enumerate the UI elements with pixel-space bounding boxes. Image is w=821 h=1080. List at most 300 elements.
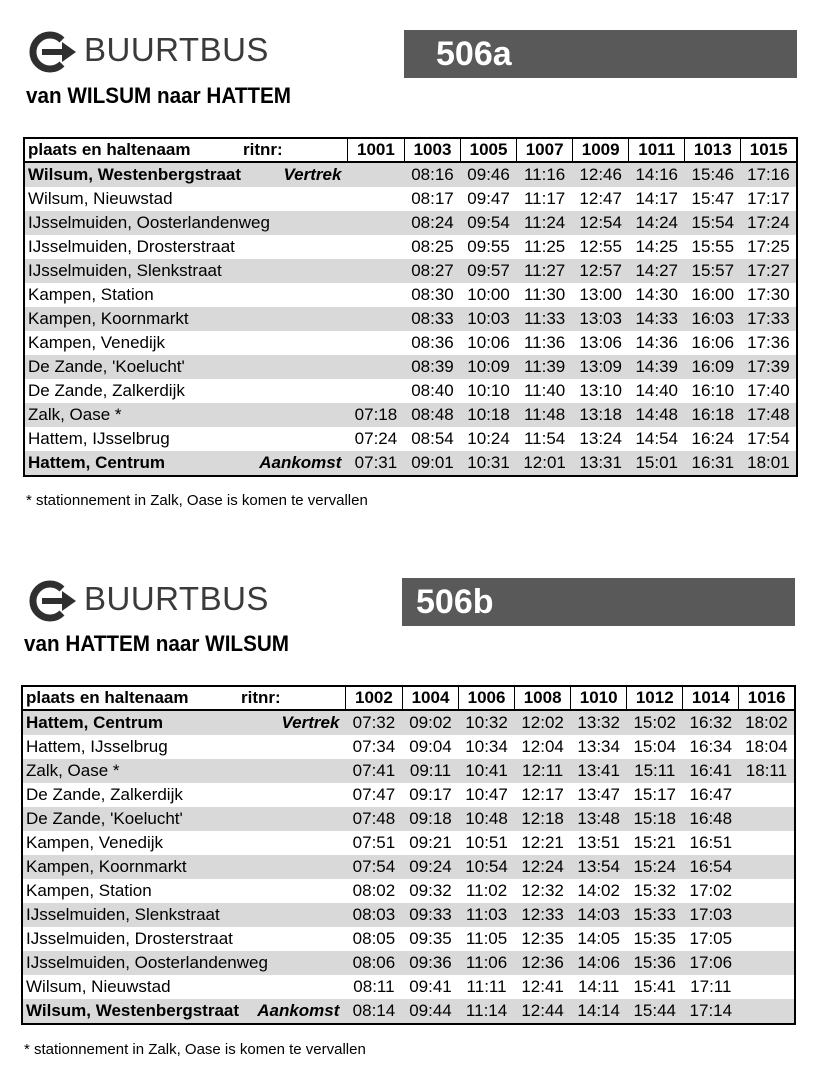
departure-time: 08:40 xyxy=(411,381,454,400)
departure-time: 10:34 xyxy=(465,737,508,756)
departure-time: 12:17 xyxy=(521,785,564,804)
departure-time: 13:48 xyxy=(571,807,627,831)
departure-time: 09:04 xyxy=(409,737,452,756)
timetable-row xyxy=(24,331,797,355)
timetable-row xyxy=(22,999,795,1024)
timetable-row xyxy=(24,451,797,476)
departure-time: 13:09 xyxy=(573,355,629,379)
departure-time: 07:47 xyxy=(352,785,396,804)
departure-time: 09:36 xyxy=(402,951,458,975)
departure-time: 15:32 xyxy=(633,881,677,900)
departure-time: 16:31 xyxy=(685,451,741,476)
departure-time: 15:11 xyxy=(627,759,683,783)
departure-time: 08:25 xyxy=(411,237,454,256)
departure-time: 11:14 xyxy=(459,999,515,1024)
stop-cell xyxy=(24,211,347,235)
departure-arrival-note xyxy=(341,235,347,259)
departure-time: 11:03 xyxy=(459,903,515,927)
departure-time: 12:04 xyxy=(521,737,564,756)
stop-cell xyxy=(22,855,345,879)
departure-time: 08:03 xyxy=(345,903,402,927)
departure-arrival-note xyxy=(341,427,347,451)
departure-time: 13:06 xyxy=(579,333,622,352)
trip-number: 1006 xyxy=(459,686,515,710)
header-place-cell xyxy=(22,686,345,710)
departure-time xyxy=(347,283,404,307)
departure-time: 16:32 xyxy=(683,710,739,735)
stop-name: Kampen, Station xyxy=(26,881,152,900)
stop-name: IJsselmuiden, Slenkstraat xyxy=(28,261,222,280)
header-ritnr-label: ritnr: xyxy=(243,140,283,159)
departure-time: 07:32 xyxy=(345,710,402,735)
departure-time: 10:48 xyxy=(459,807,515,831)
stop-cell xyxy=(24,307,347,331)
stop-cell xyxy=(22,927,345,951)
departure-arrival-note xyxy=(339,975,345,999)
stop-name: Wilsum, Westenbergstraat xyxy=(26,1001,240,1020)
departure-time: 08:39 xyxy=(404,355,460,379)
timetable-row xyxy=(24,283,797,307)
departure-time: 12:32 xyxy=(521,881,564,900)
stop-cell xyxy=(24,162,347,187)
stop-cell xyxy=(24,259,347,283)
stop-cell xyxy=(22,735,345,759)
route-number: 506a xyxy=(436,35,512,73)
departure-time: 10:03 xyxy=(461,307,517,331)
departure-time: 12:18 xyxy=(515,807,571,831)
departure-time: 15:04 xyxy=(633,737,677,756)
departure-time: 12:57 xyxy=(573,259,629,283)
departure-time: 08:33 xyxy=(404,307,460,331)
timetable-row xyxy=(22,807,795,831)
departure-time xyxy=(739,903,795,927)
timetable-row xyxy=(22,975,795,999)
trip-number: 1004 xyxy=(402,686,458,710)
departure-time: 09:57 xyxy=(461,259,517,283)
departure-time: 15:24 xyxy=(627,855,683,879)
timetable-row xyxy=(24,355,797,379)
departure-time: 17:03 xyxy=(683,903,739,927)
stop-name: De Zande, 'Koelucht' xyxy=(26,809,183,828)
departure-time: 12:47 xyxy=(579,189,622,208)
departure-time: 15:54 xyxy=(685,211,741,235)
stop-cell xyxy=(22,999,345,1024)
logo-text: BUURTBUS xyxy=(84,580,269,617)
trip-number: 1012 xyxy=(627,686,683,710)
stop-name: Wilsum, Nieuwstad xyxy=(28,189,173,208)
departure-time: 08:48 xyxy=(404,403,460,427)
departure-time: 16:03 xyxy=(685,307,741,331)
trip-number: 1016 xyxy=(739,686,795,710)
timetable-row xyxy=(22,903,795,927)
departure-arrival-note xyxy=(341,187,347,211)
departure-time: 07:34 xyxy=(352,737,396,756)
departure-time: 11:39 xyxy=(517,355,573,379)
departure-time: 15:46 xyxy=(685,162,741,187)
stop-cell xyxy=(22,951,345,975)
departure-time: 17:14 xyxy=(683,999,739,1024)
departure-time: 14:39 xyxy=(629,355,685,379)
stop-name: Kampen, Venedijk xyxy=(26,833,164,852)
departure-arrival-note xyxy=(339,951,345,975)
departure-time: 07:48 xyxy=(345,807,402,831)
departure-time xyxy=(347,307,404,331)
stop-name: Kampen, Station xyxy=(28,285,154,304)
departure-arrival-note xyxy=(341,379,347,403)
departure-time: 16:34 xyxy=(689,737,733,756)
trip-number: 1003 xyxy=(404,138,460,162)
timetable-header-row xyxy=(24,138,797,162)
departure-time: 09:32 xyxy=(409,881,452,900)
departure-time: 11:16 xyxy=(517,162,573,187)
timetable-row xyxy=(22,879,795,903)
departure-time: 12:02 xyxy=(515,710,571,735)
departure-time: 12:44 xyxy=(515,999,571,1024)
departure-time: 14:05 xyxy=(577,929,620,948)
departure-time: 11:05 xyxy=(465,929,508,948)
departure-time: 14:30 xyxy=(635,285,679,304)
departure-time xyxy=(739,807,795,831)
departure-time xyxy=(347,379,404,403)
departure-time: 17:27 xyxy=(741,259,797,283)
footnote: * stationnement in Zalk, Oase is komen te vervallen xyxy=(26,492,368,509)
departure-time: 16:48 xyxy=(683,807,739,831)
departure-arrival-note xyxy=(339,735,345,759)
trip-number: 1005 xyxy=(461,138,517,162)
departure-time: 14:03 xyxy=(571,903,627,927)
departure-time: 14:11 xyxy=(578,977,620,996)
departure-time: 07:18 xyxy=(347,403,404,427)
stop-cell xyxy=(22,831,345,855)
departure-time: 16:24 xyxy=(691,429,735,448)
departure-time: 11:25 xyxy=(523,237,566,256)
stop-name: Wilsum, Nieuwstad xyxy=(26,977,171,996)
departure-time: 09:17 xyxy=(409,785,452,804)
timetable-header-row xyxy=(22,686,795,710)
departure-time: 09:11 xyxy=(402,759,458,783)
departure-time: 18:02 xyxy=(739,710,795,735)
departure-time: 16:54 xyxy=(683,855,739,879)
stop-name: Hattem, Centrum xyxy=(26,713,163,732)
route-direction-title: van WILSUM naar HATTEM xyxy=(26,83,292,108)
stop-cell xyxy=(24,235,347,259)
logo-text: BUURTBUS xyxy=(84,31,269,68)
departure-time: 14:24 xyxy=(629,211,685,235)
departure-time xyxy=(347,187,404,211)
departure-time: 14:48 xyxy=(629,403,685,427)
departure-time: 13:24 xyxy=(579,429,622,448)
departure-time: 07:41 xyxy=(345,759,402,783)
departure-time: 16:00 xyxy=(691,285,735,304)
timetable-row xyxy=(22,735,795,759)
stop-name: Kampen, Koornmarkt xyxy=(26,857,187,876)
timetable-row xyxy=(22,855,795,879)
stop-cell xyxy=(24,187,347,211)
departure-time: 13:18 xyxy=(573,403,629,427)
departure-time xyxy=(739,975,795,999)
departure-time: 17:39 xyxy=(741,355,797,379)
departure-time: 13:47 xyxy=(577,785,620,804)
timetable-row xyxy=(24,259,797,283)
departure-time: 17:16 xyxy=(741,162,797,187)
departure-time: 11:06 xyxy=(459,951,515,975)
departure-time: 09:44 xyxy=(402,999,458,1024)
departure-time: 11:48 xyxy=(517,403,573,427)
timetable-table xyxy=(21,685,796,1025)
departure-arrival-note xyxy=(339,807,345,831)
departure-time: 15:41 xyxy=(633,977,677,996)
departure-time: 14:36 xyxy=(635,333,679,352)
departure-time: 10:10 xyxy=(467,381,510,400)
departure-time xyxy=(739,831,795,855)
departure-time: 12:01 xyxy=(517,451,573,476)
departure-time: 17:24 xyxy=(741,211,797,235)
stop-cell xyxy=(24,283,347,307)
departure-time: 15:57 xyxy=(685,259,741,283)
route-direction-title: van HATTEM naar WILSUM xyxy=(24,631,290,656)
trip-number: 1010 xyxy=(571,686,627,710)
departure-arrival-note xyxy=(339,879,345,903)
header-place-cell xyxy=(24,138,347,162)
departure-time: 08:24 xyxy=(404,211,460,235)
route-number-banner xyxy=(404,30,797,78)
departure-time: 09:24 xyxy=(402,855,458,879)
departure-arrival-note xyxy=(341,403,347,427)
departure-time: 17:30 xyxy=(747,285,790,304)
stop-name: De Zande, Zalkerdijk xyxy=(28,381,185,400)
departure-arrival-note xyxy=(341,307,347,331)
departure-time: 07:54 xyxy=(345,855,402,879)
departure-arrival-note xyxy=(339,783,345,807)
departure-time: 13:41 xyxy=(571,759,627,783)
timetable-row xyxy=(24,427,797,451)
departure-time: 12:24 xyxy=(515,855,571,879)
departure-time xyxy=(347,259,404,283)
departure-arrival-note xyxy=(341,331,347,355)
stop-name: Hattem, IJsselbrug xyxy=(28,429,170,448)
departure-time: 16:41 xyxy=(683,759,739,783)
departure-time: 09:41 xyxy=(409,977,452,996)
departure-time xyxy=(347,211,404,235)
departure-time: 17:05 xyxy=(689,929,733,948)
departure-time: 14:16 xyxy=(629,162,685,187)
departure-time: 15:35 xyxy=(633,929,677,948)
departure-time: 15:47 xyxy=(691,189,735,208)
departure-time: 14:17 xyxy=(635,189,679,208)
departure-time xyxy=(739,951,795,975)
departure-time: 16:18 xyxy=(685,403,741,427)
stop-cell xyxy=(24,331,347,355)
departure-time: 07:24 xyxy=(354,429,398,448)
departure-time: 10:51 xyxy=(465,833,508,852)
trip-number: 1002 xyxy=(345,686,402,710)
departure-time: 17:36 xyxy=(747,333,790,352)
departure-arrival-note: Aankomst xyxy=(259,453,342,472)
timetable-table xyxy=(23,137,798,477)
stop-name: IJsselmuiden, Drosterstraat xyxy=(26,929,233,948)
departure-time: 08:06 xyxy=(345,951,402,975)
departure-time: 16:47 xyxy=(689,785,733,804)
departure-time: 14:06 xyxy=(571,951,627,975)
trip-number: 1013 xyxy=(685,138,741,162)
header-place-label: plaats en haltenaam xyxy=(28,140,191,159)
departure-time: 08:17 xyxy=(411,189,454,208)
departure-time xyxy=(347,162,404,187)
trip-number: 1011 xyxy=(629,138,685,162)
timetable-row xyxy=(24,307,797,331)
stop-cell xyxy=(22,879,345,903)
stop-cell xyxy=(24,379,347,403)
stop-name: De Zande, Zalkerdijk xyxy=(26,785,183,804)
stop-cell xyxy=(22,710,345,735)
route-number: 506b xyxy=(416,583,494,621)
timetable-row xyxy=(24,162,797,187)
departure-time: 17:54 xyxy=(747,429,790,448)
header-place-label: plaats en haltenaam xyxy=(26,688,189,707)
timetable-row xyxy=(22,783,795,807)
departure-time xyxy=(347,235,404,259)
stop-cell xyxy=(22,759,345,783)
stop-name: IJsselmuiden, Oosterlandenweg xyxy=(26,953,268,972)
timetable-row xyxy=(24,235,797,259)
departure-time: 09:01 xyxy=(404,451,460,476)
timetable-row xyxy=(24,379,797,403)
departure-time: 11:17 xyxy=(523,189,566,208)
departure-time: 13:10 xyxy=(579,381,622,400)
departure-time: 13:51 xyxy=(577,833,620,852)
route-number-banner xyxy=(402,578,795,626)
departure-time: 11:30 xyxy=(523,285,566,304)
departure-time: 12:36 xyxy=(515,951,571,975)
departure-time: 10:18 xyxy=(461,403,517,427)
departure-time: 10:31 xyxy=(461,451,517,476)
departure-time: 14:25 xyxy=(635,237,679,256)
departure-time: 17:17 xyxy=(747,189,790,208)
departure-time: 12:33 xyxy=(515,903,571,927)
departure-time: 09:55 xyxy=(467,237,510,256)
departure-time: 09:47 xyxy=(467,189,510,208)
departure-arrival-note xyxy=(339,903,345,927)
departure-time: 13:32 xyxy=(571,710,627,735)
departure-time: 11:54 xyxy=(523,429,566,448)
footnote: * stationnement in Zalk, Oase is komen te vervallen xyxy=(24,1041,366,1058)
departure-time: 09:21 xyxy=(409,833,452,852)
departure-time: 12:11 xyxy=(515,759,571,783)
departure-time: 08:11 xyxy=(353,977,395,996)
stop-cell xyxy=(22,903,345,927)
timetable-row xyxy=(22,927,795,951)
departure-time: 12:46 xyxy=(573,162,629,187)
departure-time: 18:01 xyxy=(741,451,797,476)
departure-time: 08:30 xyxy=(411,285,454,304)
departure-time xyxy=(739,855,795,879)
stop-cell xyxy=(24,427,347,451)
departure-time: 11:27 xyxy=(517,259,573,283)
departure-time: 10:06 xyxy=(467,333,510,352)
departure-time: 15:36 xyxy=(627,951,683,975)
departure-time: 12:55 xyxy=(579,237,622,256)
header-ritnr-label: ritnr: xyxy=(241,688,281,707)
departure-time: 11:24 xyxy=(517,211,573,235)
departure-time: 11:11 xyxy=(466,977,507,996)
departure-arrival-note xyxy=(341,259,347,283)
departure-time: 08:14 xyxy=(345,999,402,1024)
stop-name: Kampen, Venedijk xyxy=(28,333,166,352)
departure-time: 16:51 xyxy=(689,833,733,852)
departure-time: 15:33 xyxy=(627,903,683,927)
departure-time: 10:24 xyxy=(467,429,510,448)
trip-number: 1001 xyxy=(347,138,404,162)
timetable-row xyxy=(24,403,797,427)
departure-time: 12:54 xyxy=(573,211,629,235)
departure-time: 17:11 xyxy=(690,977,732,996)
stop-name: Kampen, Koornmarkt xyxy=(28,309,189,328)
stop-cell xyxy=(24,355,347,379)
departure-time: 08:02 xyxy=(352,881,396,900)
departure-arrival-note xyxy=(339,831,345,855)
departure-time: 13:31 xyxy=(573,451,629,476)
stop-name: Zalk, Oase * xyxy=(26,761,120,780)
departure-time: 12:35 xyxy=(521,929,564,948)
departure-time: 08:05 xyxy=(352,929,396,948)
trip-number: 1015 xyxy=(741,138,797,162)
departure-time: 13:54 xyxy=(571,855,627,879)
departure-time: 07:51 xyxy=(352,833,396,852)
departure-time: 10:47 xyxy=(465,785,508,804)
stop-cell xyxy=(24,403,347,427)
departure-arrival-note: Aankomst xyxy=(257,1001,340,1020)
departure-time: 16:09 xyxy=(685,355,741,379)
departure-time: 15:02 xyxy=(627,710,683,735)
trip-number: 1007 xyxy=(517,138,573,162)
departure-time: 14:14 xyxy=(571,999,627,1024)
timetable-row xyxy=(22,831,795,855)
buurtbus-arrow-icon xyxy=(24,579,82,623)
departure-time: 15:17 xyxy=(633,785,677,804)
stop-name: De Zande, 'Koelucht' xyxy=(28,357,185,376)
departure-arrival-note: Vertrek xyxy=(281,713,340,732)
stop-name: IJsselmuiden, Slenkstraat xyxy=(26,905,220,924)
departure-time: 10:54 xyxy=(459,855,515,879)
departure-time: 17:40 xyxy=(747,381,790,400)
departure-time: 18:04 xyxy=(745,737,788,756)
departure-time: 17:06 xyxy=(683,951,739,975)
departure-time: 09:46 xyxy=(461,162,517,187)
stop-name: Hattem, Centrum xyxy=(28,453,165,472)
departure-time: 09:02 xyxy=(402,710,458,735)
departure-arrival-note xyxy=(341,211,347,235)
buurtbus-arrow-icon xyxy=(24,30,82,74)
stop-cell xyxy=(24,451,347,476)
departure-time: 17:48 xyxy=(741,403,797,427)
departure-time: 14:27 xyxy=(629,259,685,283)
departure-time: 15:21 xyxy=(633,833,677,852)
departure-time: 08:16 xyxy=(404,162,460,187)
departure-time: 09:33 xyxy=(402,903,458,927)
departure-time: 13:00 xyxy=(579,285,622,304)
timetable-row xyxy=(22,710,795,735)
departure-time: 10:41 xyxy=(459,759,515,783)
departure-time: 15:01 xyxy=(629,451,685,476)
departure-time: 09:35 xyxy=(409,929,452,948)
departure-time xyxy=(347,355,404,379)
departure-time: 17:02 xyxy=(689,881,733,900)
stop-cell xyxy=(22,975,345,999)
departure-time: 16:06 xyxy=(691,333,735,352)
timetable-row xyxy=(24,211,797,235)
departure-time: 09:54 xyxy=(461,211,517,235)
departure-time xyxy=(739,927,795,951)
